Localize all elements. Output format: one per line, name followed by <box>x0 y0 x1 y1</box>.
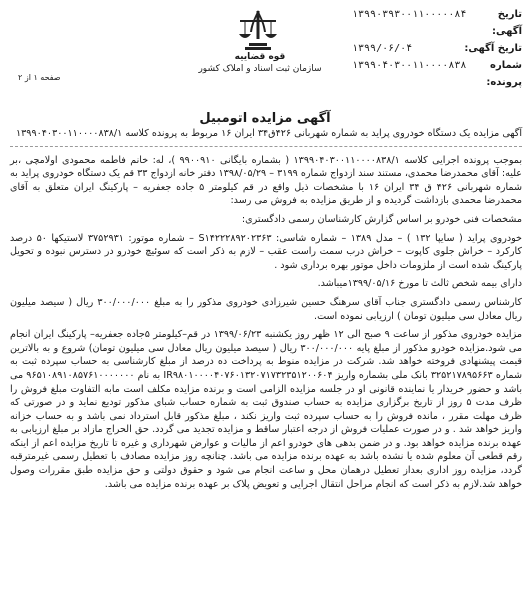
ad-date-value: ۱۳۹۹/۰۶/۰۴ <box>352 43 413 54</box>
ad-date-label: تاریخ آگهی: <box>464 43 522 54</box>
intro-paragraph: آگهی مزایده یک دستگاه خودروی پراید به شماره شهربانی ۴۲۶ق۳۴ ایران ۱۶ مربوط به پرونده کلاسه ۱۳۹۹۰۴۰۳۰۰۱۱۰۰۰۰۸۳۸/۱ <box>16 128 522 139</box>
specs-paragraph: خودروی پراید ( سایپا ۱۳۲ ) – مدل ۱۳۸۹ – شماره شاسی: S۱۴۲۲۲۸۹۲۰۲۳۶۳ – شماره موتور: ۳۷۵۲۹۳۱ لاستیکها ۵۰ درصد کارکرد – خراش جلوی کاپوت – خراش درب سمت راست عقب – لازم به ذکر است که سوئیچ خودرو در دسترس نبوده و تحویل پارکینگ شده است از ملزومات داخل موتور بهره برداری شود . <box>10 232 522 271</box>
judiciary-emblem-icon <box>235 8 281 52</box>
page-indicator: صفحه ۱ از ۲ <box>18 73 61 82</box>
file-number-value: ۱۳۹۹۰۴۰۳۰۰۱۱۰۰۰۰۸۳۸ <box>352 60 467 71</box>
case-date-value: ۱۳۹۹۰۳۹۳۰۰۱۱۰۰۰۰۰۸۴ <box>352 9 467 20</box>
file-number-row <box>352 57 522 91</box>
case-date-row <box>352 6 522 40</box>
file-number-label: شماره پرونده: <box>486 60 522 88</box>
case-date-label: تاریخ آگهی: <box>492 9 522 37</box>
ad-metadata <box>352 6 522 91</box>
insurance-paragraph: دارای بیمه شخص ثالث تا مورخ ۱۳۹۹/۰۵/۱۶میباشد. <box>317 278 522 290</box>
case-paragraph: بموجب پرونده اجرایی کلاسه ۱۳۹۹۰۴۰۳۰۰۱۱۰۰۰۰۸۳۸/۱ ( بشماره بایگانی ۹۹۰۰۹۱۰ )، له: خانم فاطمه محمودی اولامچی ،بر علیه: آقای محمدرضا محمدی، مستند سند ازدواج شماره ۳۱۹۹ – ۱۳۹۸/۰۵/۲۹ دفتر خانه ازدواج ۳۳ قم یک دستگاه خودروی پراید به شماره شهربانی ۴۲۶ ق ۳۴ ایران ۱۶ با مشخصات ذیل واقع در قم کیلومتر ۵ جاده جعفریه – پارکینگ ایران متعلق به آقای محمدرضا محمدی بازداشت گردیده و از طریق مزایده به فروش می رسد: <box>10 154 523 207</box>
auction-terms-paragraph: مزایده خودروی مذکور از ساعت ۹ صبح الی ۱۲ ظهر روز یکشنبه ۱۳۹۹/۰۶/۲۳ در قم–کیلومتر ۵جاده جعفریه– پارکینگ ایران انجام می شود.مزایده خودرو مذکور از مبلغ پایه ۳۰۰/۰۰۰/۰۰۰ ریال ( سیصد میلیون ریال معادل سی میلیون تومان) شروع و به بالاترین قیمت پیشنهادی فروخته خواهد شد. شرکت در مزایده منوط به پرداخت ده درصد از مبلغ کارشناسی به حساب سپرده ثبت به شماره ۳۲۵۲۱۷۸۹۵۶۶۳ بانک ملی بشماره واریز IR۹۸۰۱۰۰۰۰۴۰۷۶۰۱۳۲۰۷۱۷۳۲۳۵۱۲۰۰۶۰۴ به نام ۹۶۵۱۰۸۹۱۰۸۵۷۶۱۰۰۰۰۰۰۰ می باشد و حضور خریدار یا نماینده قانونی او در جلسه مزایده الزامی است و برنده مزایده مکلف است مابه التفاوت مبلغ فروش را ظرف مدت ۵ روز از تاریخ برگزاری مزایده به حساب صندوق ثبت به شماره حساب شبای مذکور تودیع نماید و در صورتی که ظرف مهلت مقرر ، مانده فروش را به حساب سپرده ثبت واریز نکند ، مبلغ مذکور قابل استرداد نمی باشد و به حساب خزانه واریز خواهد شد . و در صورت عملیات فروش از درجه اعتبار ساقط و مزایده تجدید می گردد. حق الحراج مازاد بر مبلغ ارزیابی به عهده برنده مزایده خواهد بود. و در ضمن بدهی های خودرو اعم از مالیات و عوارض شهرداری و غیره تا تاریخ مزایده اعم از اینکه رقم قطعی آن معلوم شده یا نشده باشد به عهده برنده مزایده می باشد. چنانچه روز مزایده مصادف با تعطیل رسمی غیرمترقبه گردد، مزایده روز اداری بعداز تعطیل درهمان محل و ساعت انجام می شود و حقوق دولتی و حق مزایده طبق مقررات وصول خواهد شد.لازم به ذکر است که انجام مراحل انتقال اجرایی و تعویض پلاک بر عهده برنده مزایده می باشد. <box>10 329 522 490</box>
organization-subtitle: سازمان ثبت اسناد و املاک کشور <box>198 64 322 74</box>
specs-heading: مشخصات فنی خودرو بر اساس گزارش کارشناسان رسمی دادگستری: <box>241 213 522 225</box>
divider <box>10 146 522 147</box>
ad-date-row <box>352 40 522 57</box>
document-title: آگهی مزایده اتومبیل <box>199 111 331 126</box>
document-body <box>10 127 522 496</box>
appraisal-paragraph: کارشناس رسمی دادگستری جناب آقای سرهنگ حسین شیرزادی خودروی مذکور را به مبلغ ۳۰۰/۰۰۰/۰۰۰ ریال ( سیصد میلیون ریال معادل سی میلیون تومان ) ارزیابی نموده است. <box>10 296 522 322</box>
organization-name: قوه قضاییه <box>234 52 286 62</box>
